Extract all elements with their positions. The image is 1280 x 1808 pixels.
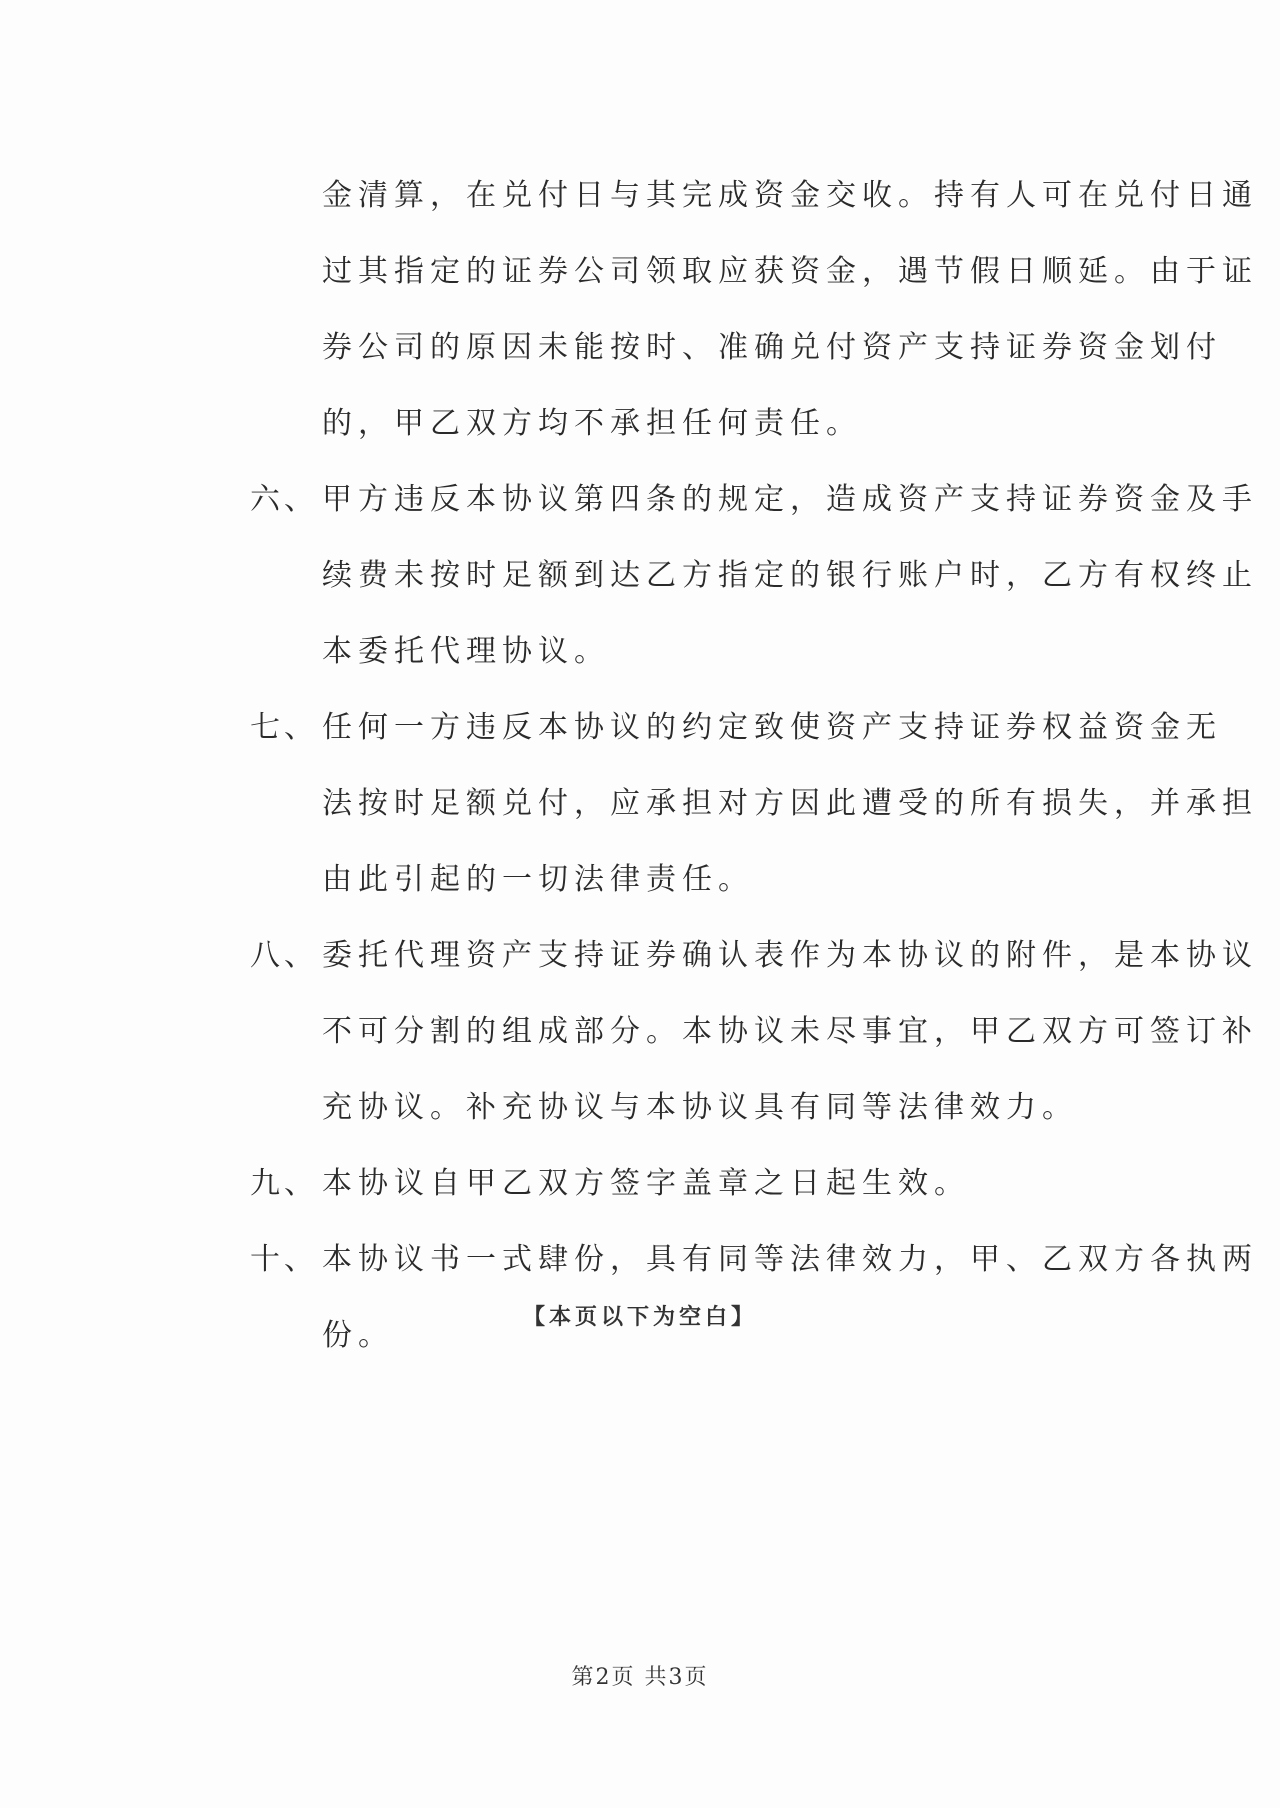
clause-number: 七、 [250, 710, 318, 745]
clause-line: 由此引起的一切法律责任。 [322, 862, 754, 897]
paragraph-line: 的，甲乙双方均不承担任何责任。 [322, 406, 862, 441]
paragraph-line: 券公司的原因未能按时、准确兑付资产支持证券资金划付 [322, 330, 1222, 365]
clause-line: 任何一方违反本协议的约定致使资产支持证券权益资金无 [322, 710, 1222, 745]
paragraph-line: 过其指定的证券公司领取应获资金，遇节假日顺延。由于证 [322, 254, 1258, 289]
clause-number: 六、 [250, 482, 318, 517]
blank-page-note: 【本页以下为空白】 [522, 1304, 757, 1330]
clause-item-7 [250, 690, 1258, 918]
clause-line: 本委托代理协议。 [322, 634, 610, 669]
clause-number: 十、 [250, 1242, 318, 1277]
clause-item-8 [250, 918, 1258, 1146]
document-body [250, 158, 1258, 1374]
paragraph-line: 金清算，在兑付日与其完成资金交收。持有人可在兑付日通 [322, 178, 1258, 213]
page-footer: 第2页 共3页 [571, 1665, 709, 1690]
clause-line: 法按时足额兑付，应承担对方因此遭受的所有损失，并承担 [322, 786, 1258, 821]
clause-line: 续费未按时足额到达乙方指定的银行账户时，乙方有权终止 [322, 558, 1258, 593]
clause-line: 本协议书一式肆份，具有同等法律效力，甲、乙双方各执两 [322, 1242, 1258, 1277]
clause-item-10 [250, 1222, 1258, 1374]
clause-number: 九、 [250, 1166, 318, 1201]
clause-number: 八、 [250, 938, 318, 973]
clause-line: 甲方违反本协议第四条的规定，造成资产支持证券资金及手 [322, 482, 1258, 517]
clause-line: 不可分割的组成部分。本协议未尽事宜，甲乙双方可签订补 [322, 1014, 1258, 1049]
clause-item-6 [250, 462, 1258, 690]
clause-line: 份。 [322, 1318, 394, 1353]
continuation-paragraph [250, 158, 1258, 462]
clause-line: 充协议。补充协议与本协议具有同等法律效力。 [322, 1090, 1078, 1125]
clause-line: 本协议自甲乙双方签字盖章之日起生效。 [322, 1166, 970, 1201]
clause-item-9 [250, 1146, 1110, 1222]
clause-line: 委托代理资产支持证券确认表作为本协议的附件，是本协议 [322, 938, 1258, 973]
